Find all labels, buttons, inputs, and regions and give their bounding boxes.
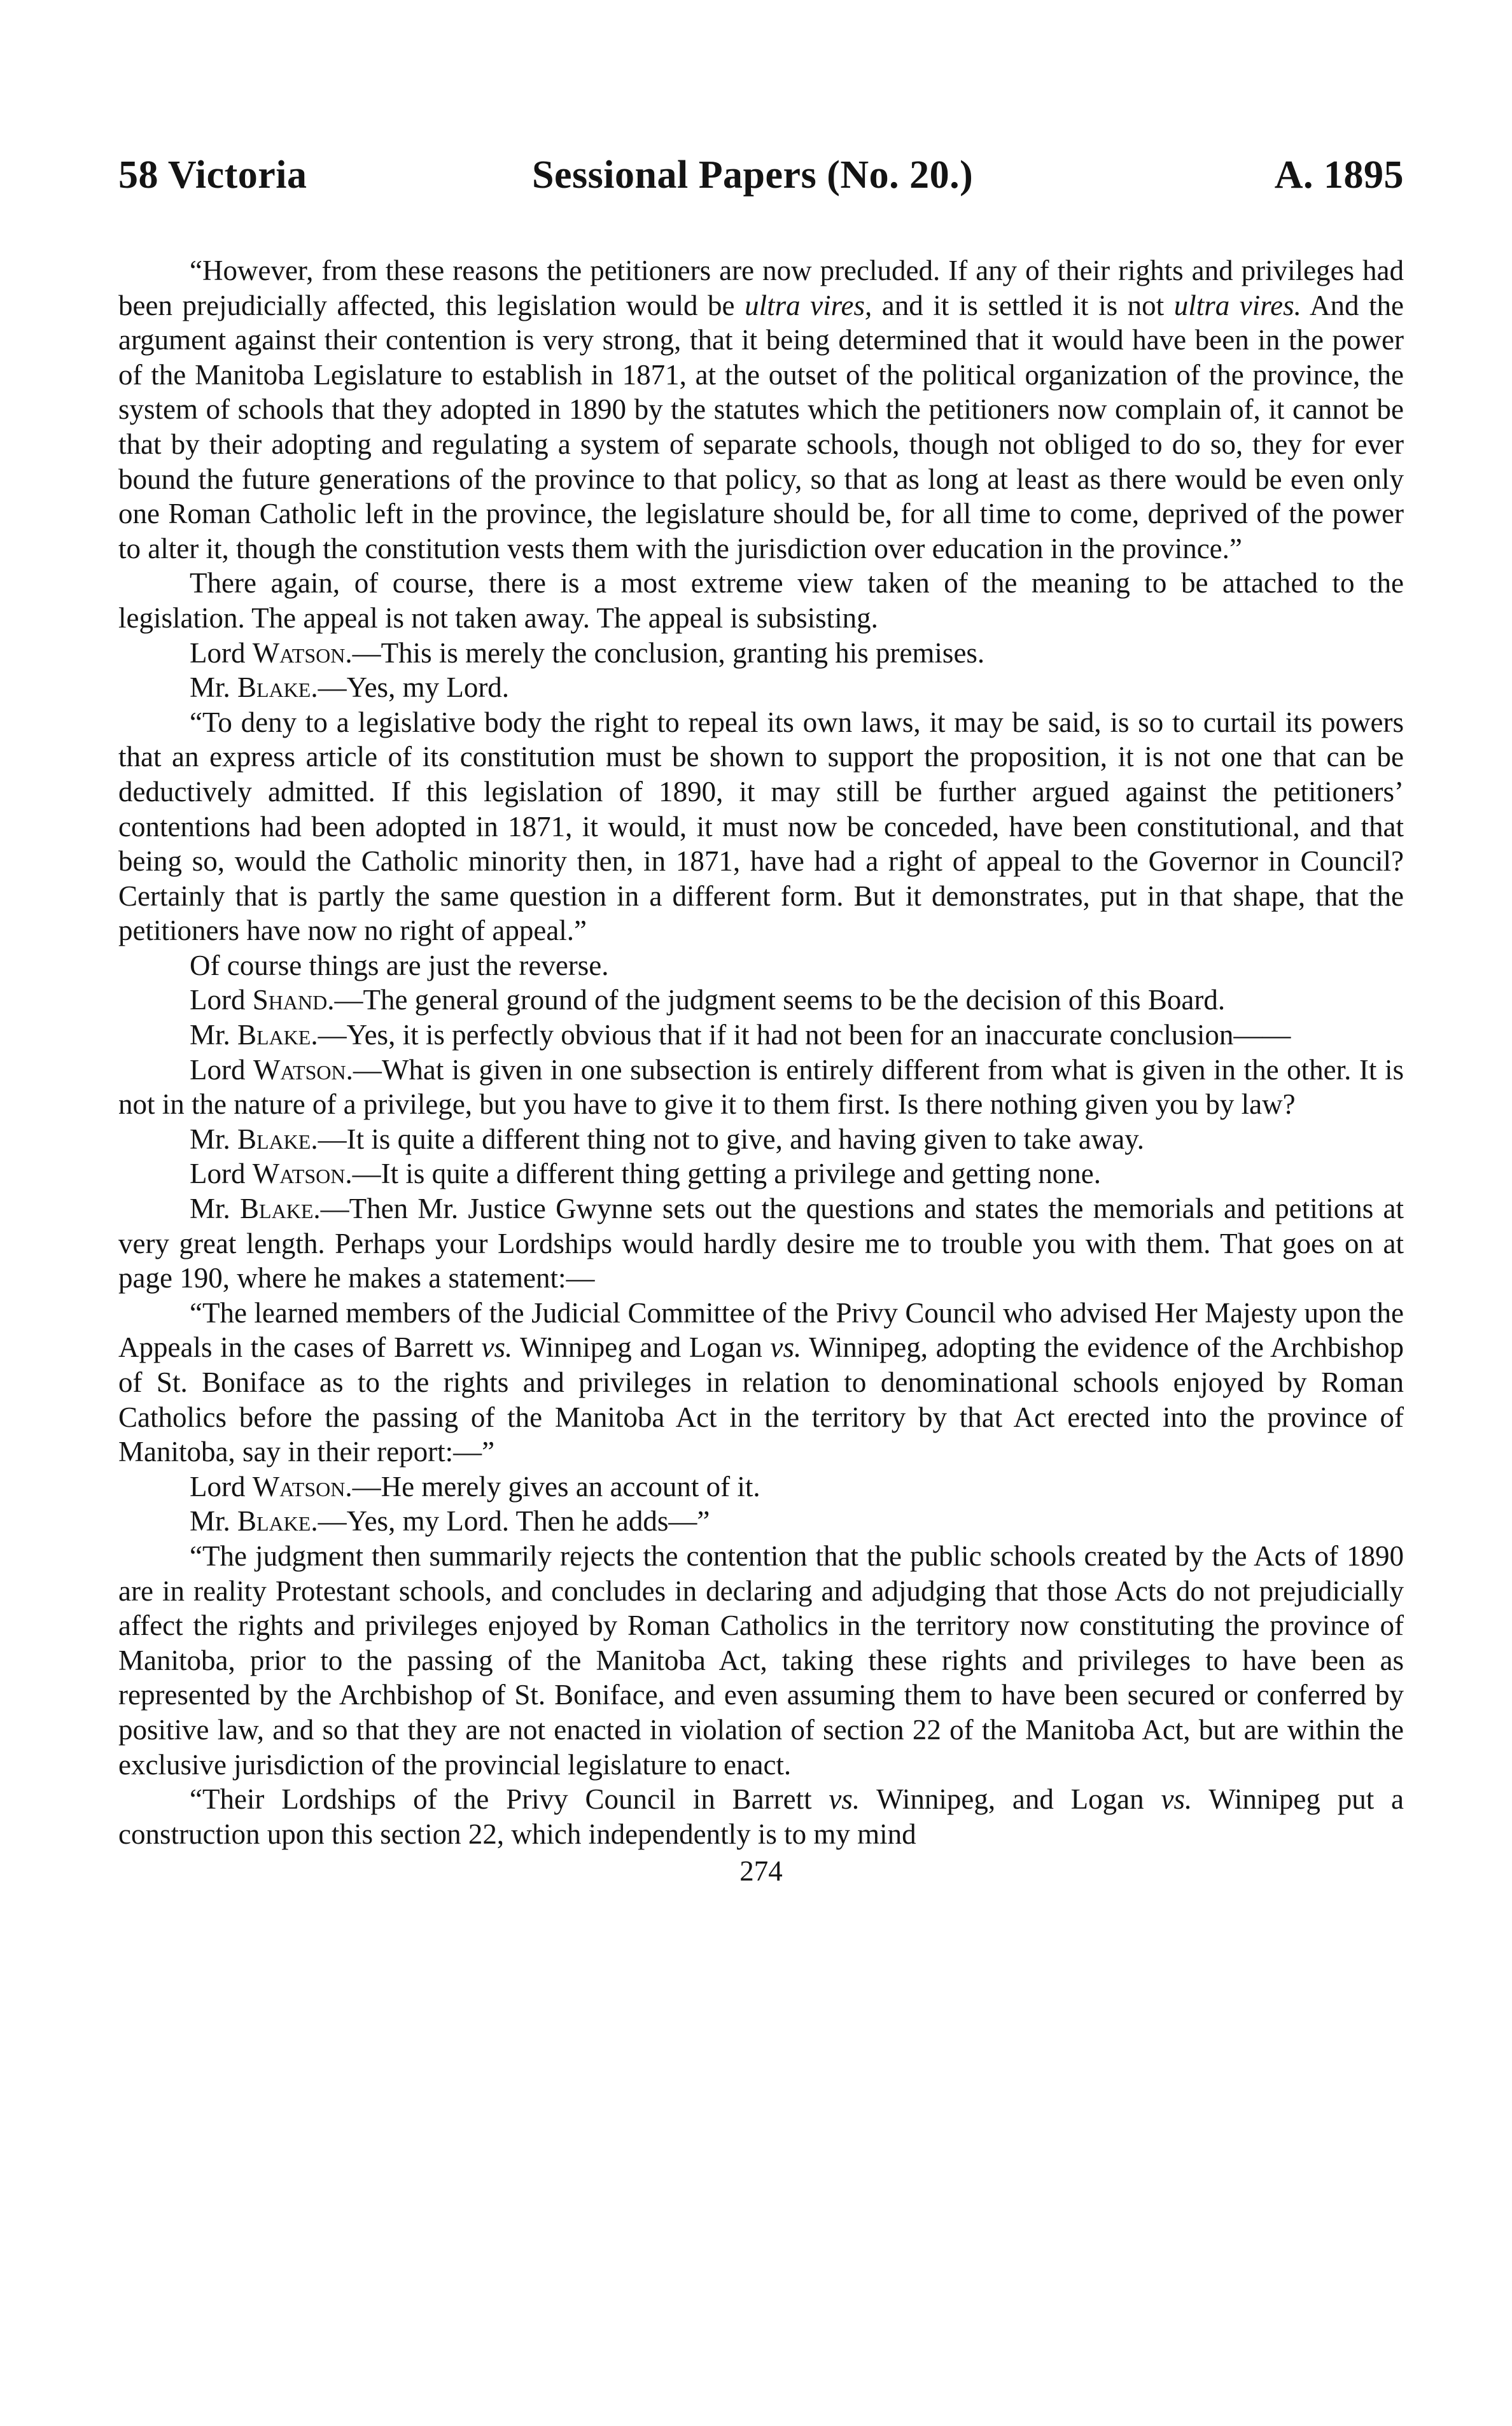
text-run: .—What is given in one subsection is entirely different from what is given in the other. It is not in the nature of a privilege, but you have to give it to them first. Is there nothing given you by law?: [118, 1053, 1404, 1121]
text-run: .—It is quite a different thing not to give, and having given to take away.: [311, 1123, 1145, 1155]
text-run: Lord: [190, 984, 253, 1016]
speaker-name: Watson: [253, 1053, 346, 1086]
header-volume: 58 Victoria: [118, 153, 307, 197]
paragraph: [118, 1018, 1404, 1053]
text-run: .—He merely gives an account of it.: [345, 1470, 760, 1503]
paragraph: [118, 1469, 1404, 1504]
paragraph: [118, 1296, 1404, 1469]
document-page: [118, 141, 1404, 2407]
text-run: Mr.: [190, 1123, 238, 1155]
paragraph: [118, 1053, 1404, 1122]
paragraph: [118, 1122, 1404, 1157]
italic-text: vs.: [770, 1331, 802, 1364]
text-run: “To deny to a legislative body the right to repeal its own laws, it may be said, is so to curtail its powers that an express article of its constitution must be shown to support the proposition, it is not one that can be deductively admitted. If this legislation of 1890, it may still be further argued against the petitioners’ contentions had been adopted in 1871, it would, it must now be conceded, have been constitutional, and that being so, would the Catholic minority then, in 1871, have had a right of appeal to the Governor in Council? Certainly that is partly the same question in a different form. But it demonstrates, put in that shape, that the petitioners have now no right of appeal.”: [118, 706, 1404, 947]
speaker-name: Blake: [237, 1019, 311, 1051]
text-run: .—Then Mr. Justice Gwynne sets out the questions and states the memorials and petitions at very great length. Perhaps your Lordships would hardly desire me to trouble you with them. That goes on at page 190, where he makes a statement:—: [118, 1193, 1404, 1294]
speaker-name: Blake: [237, 671, 311, 704]
speaker-name: Blake: [237, 1123, 311, 1155]
text-run: Lord: [190, 1158, 253, 1190]
text-run: Mr.: [190, 1505, 238, 1538]
paragraph: [118, 636, 1404, 671]
header-year: A. 1895: [1274, 153, 1404, 197]
page-number: 274: [739, 1855, 783, 1888]
body-text: [118, 253, 1404, 1851]
text-run: .—The general ground of the judgment seems to be the decision of this Board.: [327, 984, 1226, 1016]
text-run: Lord: [190, 1470, 253, 1503]
header-title: Sessional Papers (No. 20.): [532, 153, 974, 197]
paragraph: [118, 948, 1404, 983]
speaker-name: Shand: [252, 984, 328, 1016]
text-run: And the argument against their contention is very strong, that it being determined that it would have been in the power of the Manitoba Legislature to establish in 1871, at the outset of the political organization of the province, the system of schools that they adopted in 1890 by the statutes which the petitioners now complain of, it cannot be that by their adopting and regulating a system of separate schools, though not obliged to do so, they for ever bound the future generations of the province to that policy, so that as long at least as there would be even only one Roman Catholic left in the province, the legislature should be, for all time to come, deprived of the power to alter it, though the constitution vests them with the jurisdiction over education in the province.”: [118, 289, 1404, 564]
paragraph: [118, 1782, 1404, 1851]
speaker-name: Watson: [252, 636, 346, 669]
speaker-name: Blake: [240, 1193, 314, 1225]
italic-text: ultra vires,: [745, 289, 872, 321]
text-run: .—This is merely the conclusion, granting his premises.: [345, 636, 985, 669]
text-run: Winnipeg, adopting the evidence of the Archbishop of St. Boniface as to the rights and privileges in relation to denominational schools enjoyed by Roman Catholics before the passing of the Manitoba Act in the territory by that Act erected into the province of Manitoba, say in their report:—”: [118, 1331, 1404, 1468]
text-run: There again, of course, there is a most extreme view taken of the meaning to be attached to the legislation. The appeal is not taken away. The appeal is subsisting.: [118, 567, 1404, 634]
text-run: Mr.: [190, 1193, 241, 1225]
paragraph: [118, 253, 1404, 566]
text-run: Mr.: [190, 1019, 238, 1051]
paragraph: [118, 670, 1404, 705]
text-run: Lord: [190, 636, 253, 669]
speaker-name: Watson: [252, 1158, 346, 1190]
text-run: “Their Lordships of the Privy Council in Barrett: [190, 1783, 829, 1816]
text-run: “The judgment then summarily rejects the contention that the public schools created by the Acts of 1890 are in reality Protestant schools, and concludes in declaring and adjudging that those Acts do not prejudicially affect the rights and privileges enjoyed by Roman Catholics in the territory now constituting the province of Manitoba, prior to the passing of the Manitoba Act, taking these rights and privileges to have been as represented by the Archbishop of St. Boniface, and even assuming them to have been secured or conferred by positive law, and so that they are not enacted in violation of section 22 of the Manitoba Act, but are within the exclusive jurisdiction of the provincial legislature to enact.: [118, 1539, 1404, 1781]
text-run: “The learned members of the Judicial Committee of the Privy Council who advised Her Majesty upon the Appeals in the cases of Barrett: [118, 1296, 1404, 1364]
paragraph: [118, 566, 1404, 635]
speaker-name: Watson: [252, 1470, 346, 1503]
speaker-name: Blake: [237, 1505, 311, 1538]
paragraph: [118, 983, 1404, 1018]
paragraph: [118, 1539, 1404, 1782]
italic-text: ultra vires.: [1173, 289, 1301, 321]
text-run: Winnipeg, and Logan: [860, 1783, 1161, 1816]
italic-text: vs.: [481, 1331, 513, 1364]
running-header: [118, 141, 1404, 211]
text-run: “However, from these reasons the petitioners are now precluded. If any of their rights and privileges had been prejudicially affected, this legislation would be: [118, 255, 1404, 321]
paragraph: [118, 1191, 1404, 1296]
text-run: Winnipeg put a construction upon this section 22, which independently is to my mind: [118, 1783, 1404, 1850]
text-run: Of course things are just the reverse.: [190, 949, 609, 981]
text-run: Mr.: [190, 671, 238, 704]
text-run: .—Yes, it is perfectly obvious that if it had not been for an inaccurate conclusion——: [311, 1019, 1291, 1051]
text-run: Winnipeg and Logan: [512, 1331, 771, 1364]
text-run: and it is settled it is not: [872, 289, 1174, 321]
text-run: Lord: [190, 1053, 254, 1086]
text-run: .—Yes, my Lord.: [311, 671, 510, 704]
paragraph: [118, 1156, 1404, 1191]
text-run: .—It is quite a different thing getting a privilege and getting none.: [345, 1158, 1101, 1190]
italic-text: vs.: [829, 1783, 860, 1816]
paragraph: [118, 1504, 1404, 1539]
paragraph: [118, 705, 1404, 948]
italic-text: vs.: [1161, 1783, 1193, 1816]
text-run: .—Yes, my Lord. Then he adds—”: [311, 1505, 710, 1538]
